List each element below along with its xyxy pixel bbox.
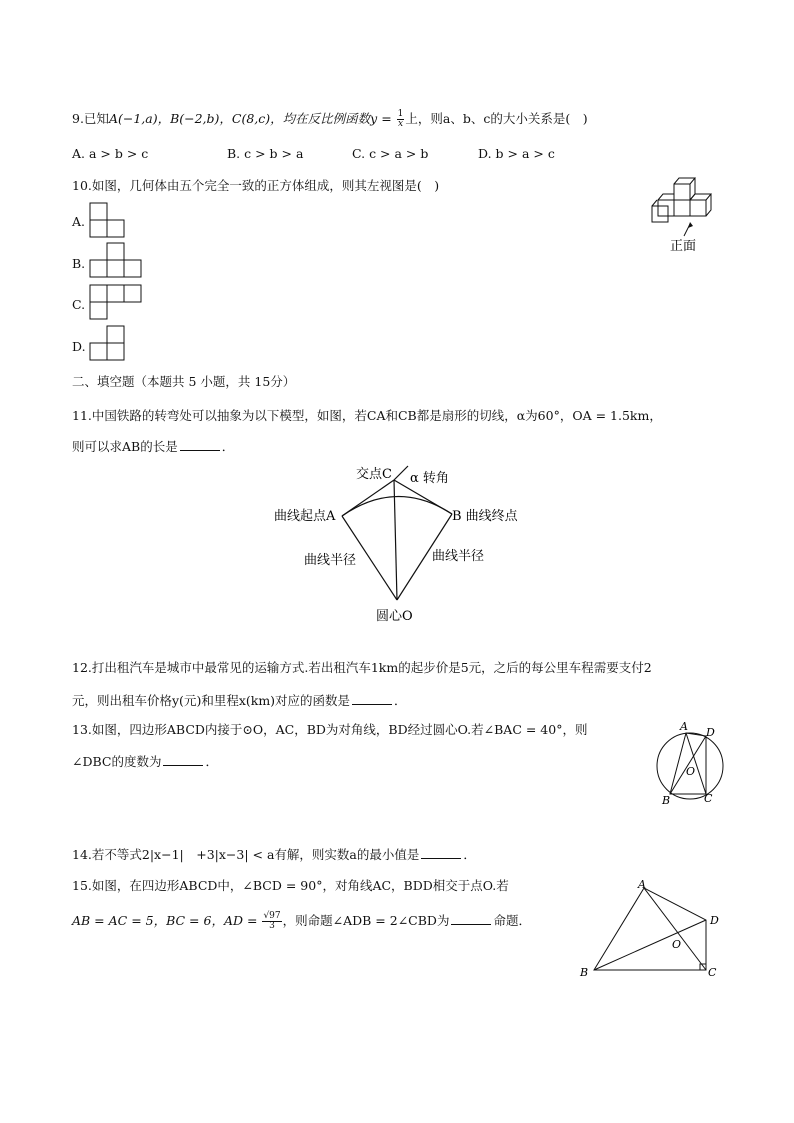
q10-view-b[interactable] (88, 242, 148, 280)
q11-end: ． (221, 439, 235, 454)
q11-label-o: 圆心O (376, 609, 413, 624)
q12-line2 (72, 692, 407, 709)
q15-label-c: C (708, 966, 717, 979)
q9-frac-num: 1 (397, 109, 404, 119)
q15-label-b: B (580, 966, 589, 979)
q13-label-a: A (680, 720, 688, 733)
q9-stem (72, 110, 588, 129)
q10-view-d[interactable] (88, 325, 130, 363)
q12-end: ． (394, 693, 407, 708)
q11-label-c: 交点C (356, 467, 392, 482)
q11-label-radius-left: 曲线半径 (304, 553, 357, 568)
q10-front-label: 正面 (670, 239, 697, 254)
q10-option-b[interactable]: B. (72, 256, 86, 271)
section-2-heading: 二、填空题（本题共 5 小题，共 15分） (72, 374, 296, 389)
q15-fraction (262, 912, 281, 931)
q13-label-d: D (706, 726, 715, 739)
q13-label-b: B (662, 794, 671, 807)
q15-frac-den: 3 (269, 921, 275, 931)
q15-end: 命题． (493, 913, 531, 928)
q9-pre: 9.已知 (72, 111, 109, 126)
q11-label-radius-right: 曲线半径 (432, 549, 485, 564)
q13-line1: 13.如图，四边形ABCD内接于⊙O，AC，BD为对角线，BD经过圆心O.若∠BAC = 40°，则 (72, 722, 588, 737)
q13-answer-blank[interactable] (163, 753, 203, 766)
q11-line2 (72, 438, 234, 455)
q15-label-a: A (638, 878, 646, 891)
q15-label-d: D (710, 914, 719, 927)
q13-label-c: C (704, 792, 713, 805)
q10-option-d[interactable]: D. (72, 339, 86, 354)
q11-label-b: B 曲线终点 (452, 509, 518, 524)
q10-option-a[interactable]: A. (72, 214, 86, 229)
q11-line2-text: 则可以求AB的长是 (72, 439, 178, 454)
q14-text: 14.若不等式2|x−1| +3|x−3| < a有解，则实数a的最小值是 (72, 847, 420, 862)
q11-railway-figure (270, 460, 530, 630)
q15-line1: 15.如图，在四边形ABCD中，∠BCD = 90°，对角线AC，BDD相交于点O.若 (72, 878, 509, 893)
q15-line2 (72, 912, 531, 931)
q11-line1: 11.中国铁路的转弯处可以抽象为以下模型，如图，若CA和CB都是扇形的切线，α为60°，OA = 1.5km， (72, 408, 662, 423)
q13-circle-figure (650, 716, 730, 810)
q14-answer-blank[interactable] (421, 846, 461, 859)
q10-solid-figure (648, 174, 724, 254)
q15-frac-num: √97 (263, 911, 281, 921)
q10-stem: 10.如图，几何体由五个完全一致的正方体组成，则其左视图是( ) (72, 178, 440, 193)
q11-answer-blank[interactable] (180, 438, 220, 451)
q12-line1: 12.打出租汽车是城市中最常见的运输方式.若出租汽车1km的起步价是5元，之后的每公里车程需要支付2 (72, 660, 652, 675)
q9-option-a[interactable]: A. a > b > c (72, 146, 149, 161)
q12-line2-text: 元，则出租车价格y(元)和里程x(km)对应的函数是 (72, 693, 351, 708)
q13-end: ． (205, 754, 218, 769)
q9-option-c[interactable]: C. c > a > b (352, 146, 429, 161)
q10-view-c[interactable] (88, 284, 148, 322)
q11-label-a: 曲线起点A (274, 509, 336, 524)
q13-line2 (72, 753, 218, 770)
q9-option-b[interactable]: B. c > b > a (227, 146, 304, 161)
q15-line2a: AB = AC = 5，BC = 6，AD = (72, 913, 258, 928)
q14-end: ． (463, 847, 476, 862)
q9-frac-den: x (397, 119, 404, 129)
q9-function: y = (370, 111, 392, 126)
q15-answer-blank[interactable] (451, 912, 491, 925)
q10-view-a[interactable] (88, 202, 128, 238)
q15-quadrilateral-figure (574, 876, 724, 982)
q14-stem (72, 846, 476, 863)
q9-post: 上，则a、b、c的大小关系是( ) (405, 111, 588, 126)
q9-option-d[interactable]: D. b > a > c (478, 146, 555, 161)
q13-line2-text: ∠DBC的度数为 (72, 754, 162, 769)
q9-points: A(−1,a)，B(−2,b)，C(8,c)，均在反比例函数 (108, 111, 371, 126)
q9-fraction (397, 110, 405, 129)
q13-label-o: O (686, 765, 696, 778)
q15-line2b: ，则命题∠ADB = 2∠CBD为 (282, 913, 450, 928)
q10-option-c[interactable]: C. (72, 297, 86, 312)
q12-answer-blank[interactable] (352, 692, 392, 705)
q15-label-o: O (672, 938, 682, 951)
q11-label-alpha: α 转角 (410, 471, 449, 486)
